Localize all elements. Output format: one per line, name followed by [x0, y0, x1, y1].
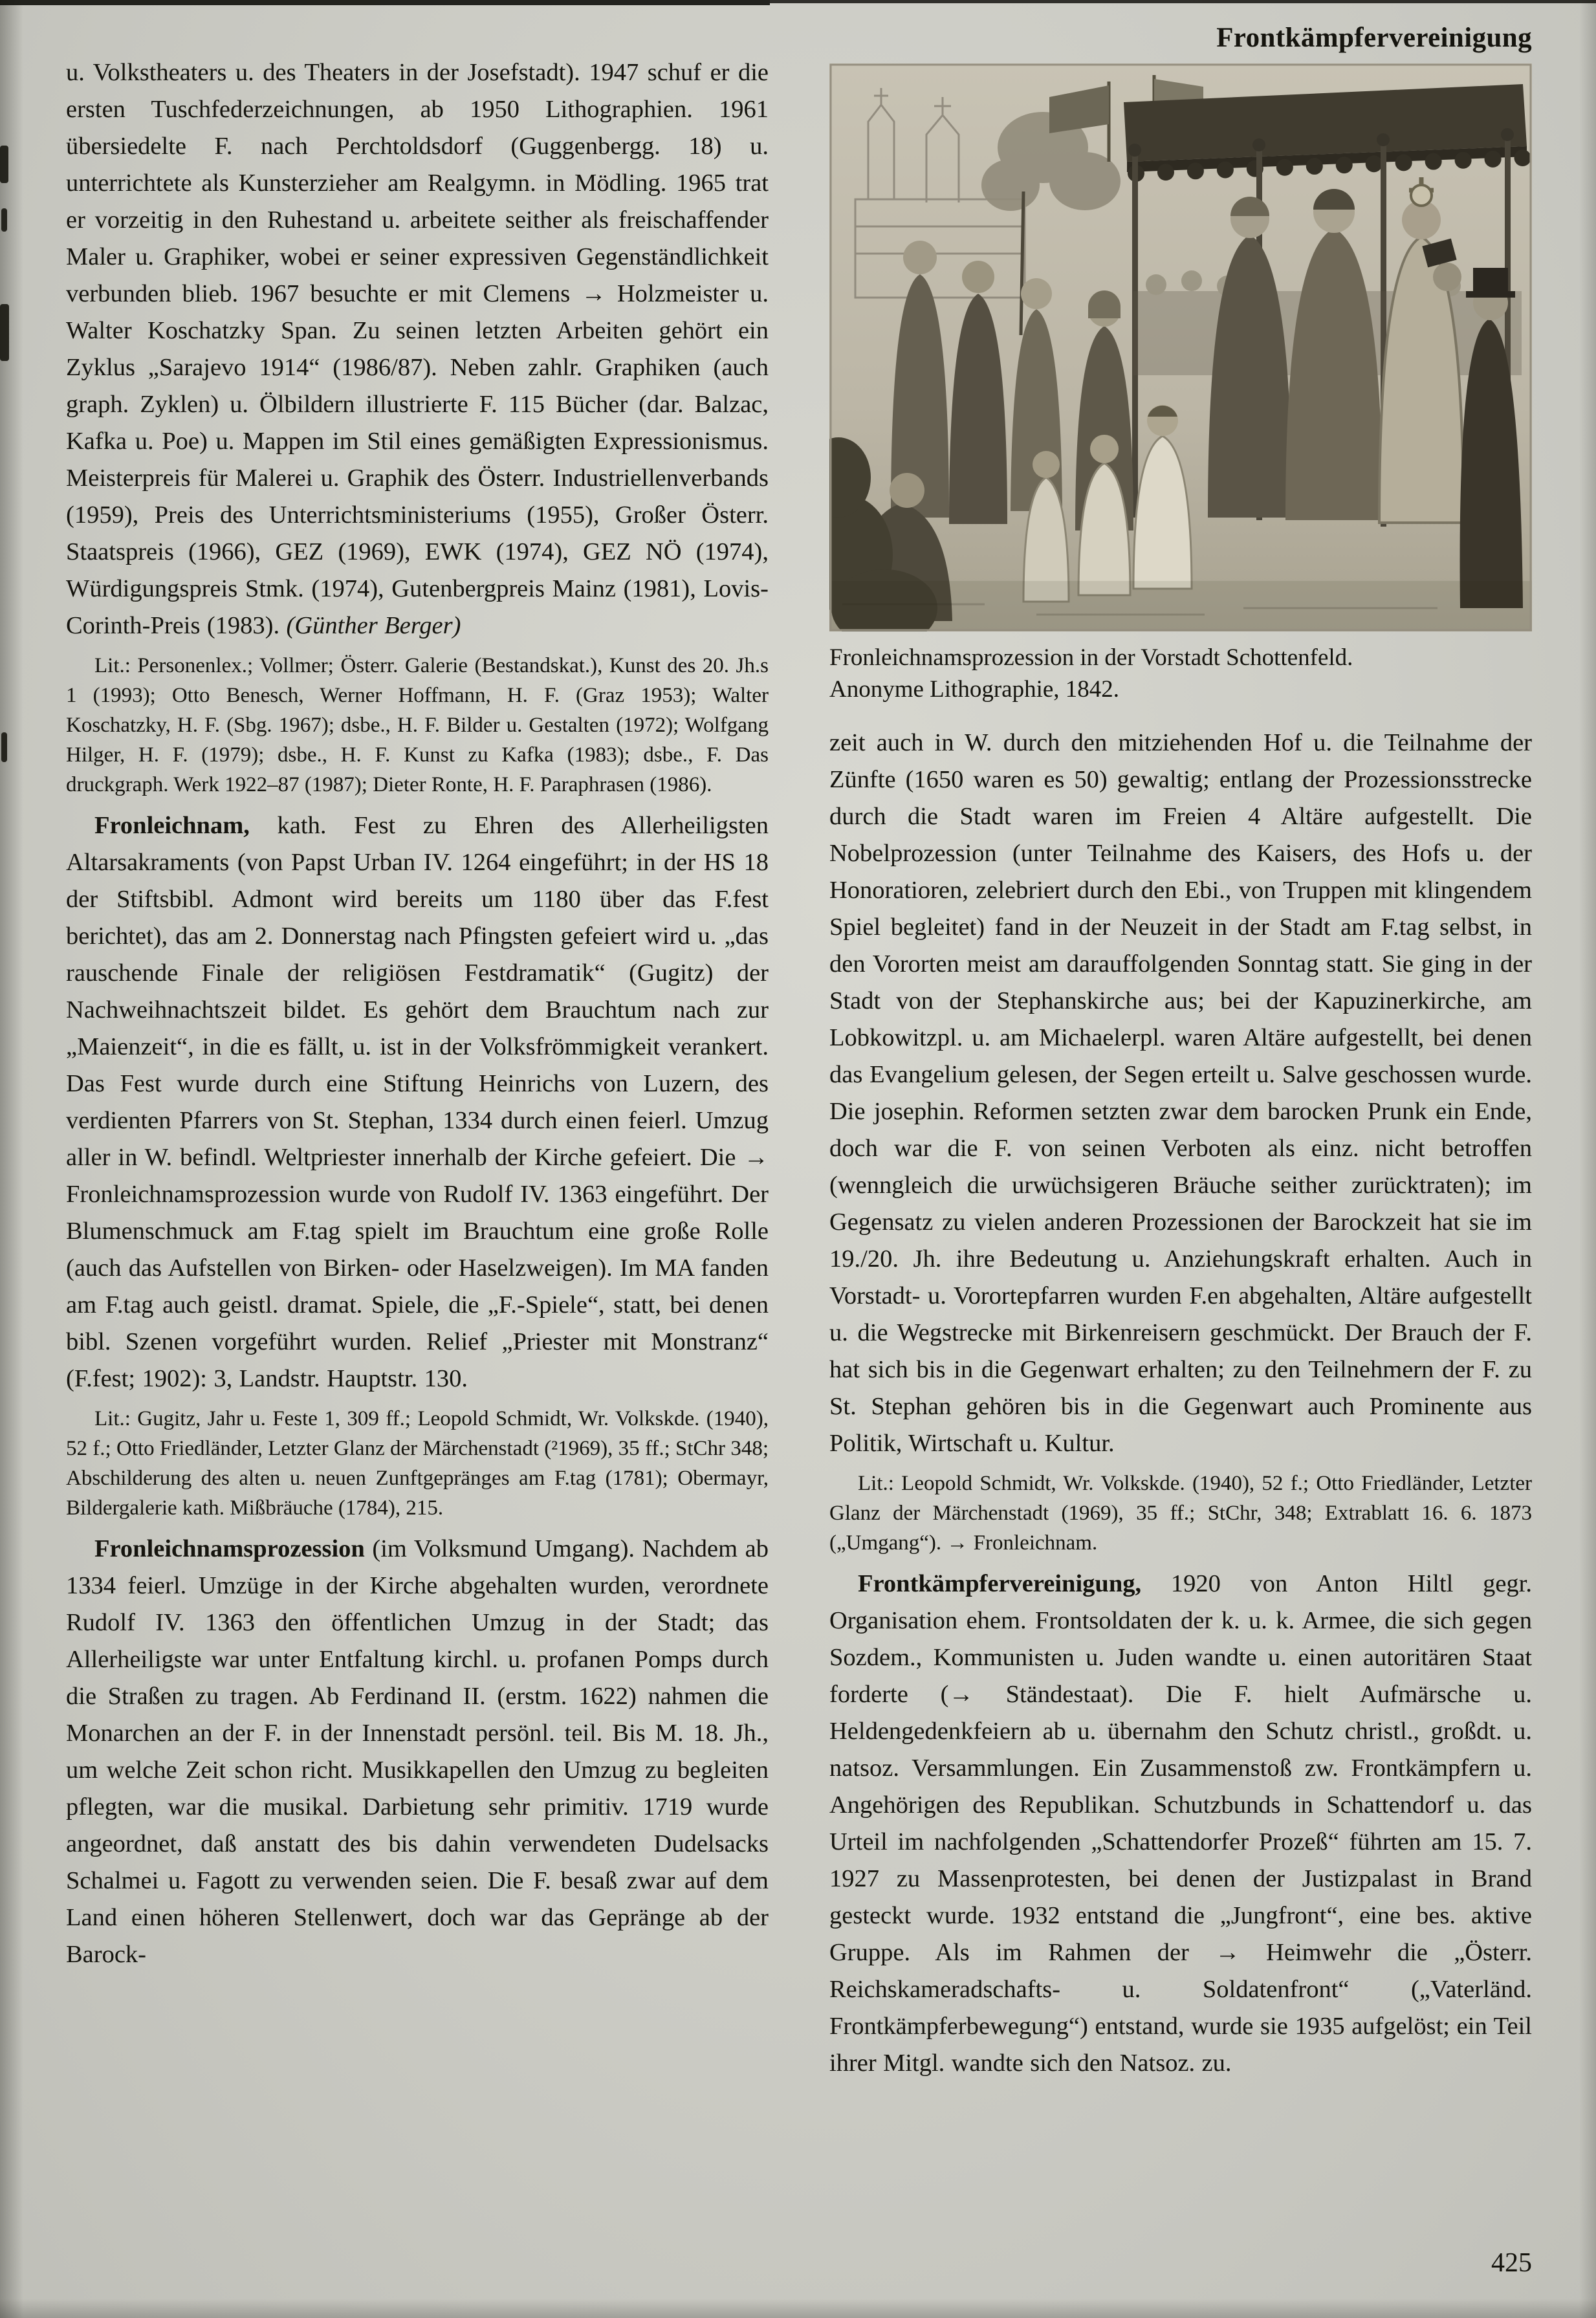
author-credit: (Günther Berger) — [286, 612, 461, 639]
literature-prozession: Lit.: Leopold Schmidt, Wr. Volkskde. (1940), 52 f.; Otto Friedländer, Letzter Glanz der Märchenstadt (1969), 35 ff.; StChr, 348; Extrablatt 16. 6. 1873 („Umgang“). → Fronleichnam. — [829, 1472, 1532, 1555]
entry-continuation-berger-text: u. Volkstheaters u. des Theaters in der Josefstadt). 1947 schuf er die ersten Tuschfederzeichnungen, ab 1950 Lithographien. 1961 übersiedelte F. nach Perchtoldsdorf (Guggenbergg. 18) u. unterrichtete als Kunsterzieher am Realgymn. in Mödling. 1965 trat er vorzeitig in den Ruhestand u. arbeitete seither als freischaffender Maler u. Graphiker, wobei er seiner expressiven Gegenständlichkeit verbunden blieb. 1967 besuchte er mit Clemens → Holzmeister u. Walter Koschatzky Span. Zu seinen letzten Arbeiten gehört ein Zyklus „Sarajevo 1914“ (1986/87). Neben zahlr. Graphiken (auch graph. Zyklen) u. Ölbildern illustrierte F. 115 Bücher (dar. Balzac, Kafka u. Poe) u. Mappen im Stil eines gemäßigten Expressionismus. Meisterpreis für Malerei u. Graphik des Österr. Industriellenverbands (1959), Preis des Unterrichtsministeriums (1955), Großer Österr. Staatspreis (1966), GEZ (1969), EWK (1974), GEZ NÖ (1974), Würdigungspreis Stmk. (1974), Gutenbergpreis Mainz (1981), Lovis-Corinth-Preis (1983). — [66, 59, 769, 639]
scan-artifact-edge-mark — [0, 304, 9, 361]
right-column — [829, 63, 1532, 2082]
running-header — [829, 22, 1532, 54]
scan-artifact-edge-mark — [1, 732, 7, 762]
running-header-title: Frontkämpfervereinigung — [1216, 23, 1532, 53]
literature-fronleichnam: Lit.: Gugitz, Jahr u. Feste 1, 309 ff.; Leopold Schmidt, Wr. Volkskde. (1940), 52 f.; Otto Friedländer, Letzter Glanz der Märchenstadt (²1969), 35 ff.; StChr 348; Abschilderung des alten u. neuen Zunftgepränges am F.tag (1781); Obermayr, Bildergalerie kath. Mißbräuche (1784), 215. — [66, 1407, 769, 1520]
entry-continuation-prozession: zeit auch in W. durch den mitziehenden Hof u. die Teilnahme der Zünfte (1650 waren es 50) gewaltig; entlang der Prozessionsstrecke durch die Stadt waren im Freien 4 Altäre aufgestellt. Die Nobelprozession (unter Teilnahme des Kaisers, des Hofs u. der Honoratioren, zelebriert durch den Ebi., von Truppen mit klingendem Spiel begleitet) fand in der Neuzeit in der Stadt am F.tag selbst, in den Vororten meist am darauffolgenden Sonntag statt. Sie ging in der Stadt von der Stephanskirche aus; bei der Kapuzinerkirche, am Lobkowitzpl. u. am Michaelerpl. waren Altäre aufgestellt, bei denen das Evangelium gelesen, der Segen erteilt u. Salve geschossen wurde. Die josephin. Reformen setzten zwar dem barocken Prunk ein Ende, doch war die F. von seinen Verboten als einz. nicht betroffen (wenngleich die urwüchsigeren Bräuche seither zurücktraten); im Gegensatz zu vielen anderen Prozessionen der Barockzeit hat sie im 19./20. Jh. ihre Bedeutung u. Anziehungskraft erhalten. Auch in Vorstadt- u. Vorortepfarren wurden F.en abgehalten, Altäre aufgestellt u. die Wegstrecke mit Birkenreisern geschmückt. Der Brauch der F. hat sich bis in die Gegenwart erhalten; zu den Teilnehmern der F. zu St. Stephan gehören bis in die Gegenwart auch Prominente aus Politik, Wirtschaft u. Kultur. — [829, 729, 1532, 1457]
scan-artifact-top-line — [0, 0, 770, 5]
entry-text-fronleichnam: kath. Fest zu Ehren des Allerheiligsten Altarsakraments (von Papst Urban IV. 1264 eingeführt; in der HS 18 der Stiftsbibl. Admont wird bereits um 1180 über das F.fest berichtet), das am 2. Donnerstag nach Pfingsten gefeiert wird u. „das rauschende Finale der religiösen Festdramatik“ (Gugitz) der Nachweihnachtszeit bildet. Es gehört dem Brauchtum nach zur „Maienzeit“, in die es fällt, u. ist in der Volksfrömmigkeit verankert. Das Fest wurde durch eine Stiftung Heinrichs von Luzern, des verdienten Pfarrers von St. Stephan, 1334 durch einen feierl. Umzug aller in W. befindl. Weltpriester innerhalb der Kirche gefeiert. Die → Fronleichnamsprozession wurde von Rudolf IV. 1363 eingeführt. Der Blumenschmuck am F.tag spielt im Brauchtum eine große Rolle (auch das Aufstellen von Birken- oder Haselzweigen). Im MA fanden am F.tag auch geistl. dramat. Spiele, die „F.-Spiele“, statt, bei denen bibl. Szenen vorgeführt wurden. Relief „Priester mit Monstranz“ (F.fest; 1902): 3, Landstr. Hauptstr. 130. — [66, 812, 769, 1392]
scan-edge-shadow-right — [1579, 0, 1596, 2318]
scan-artifact-top-line-thin — [770, 0, 1596, 3]
entry-fronleichnam — [66, 807, 769, 1397]
procession-lithograph-drawing — [829, 63, 1532, 631]
entry-term-fronleichnamsprozession: Fronleichnamsprozession — [94, 1535, 365, 1562]
figure-caption-line2: Anonyme Lithographie, 1842. — [829, 676, 1120, 703]
clergy-figures — [1208, 177, 1463, 523]
entry-text-fronleichnamsprozession: (im Volksmund Umgang). Nachdem ab 1334 feierl. Umzüge in der Kirche abgehalten wurden, verordnete Rudolf IV. 1363 den öffentlichen Umzug in der Stadt; das Allerheiligste war unter Entfaltung kirchl. u. profanen Pomps durch die Straßen zu tragen. Ab Ferdinand II. (erstm. 1622) nahmen die Monarchen an der F. in der Innenstadt persönl. teil. Bis M. 18. Jh., um welche Zeit schon richt. Musikkapellen den Umzug zu begleiten pflegten, war die musikal. Darbietung sehr primitiv. 1719 wurde angeordnet, daß anstatt des bis dahin verwendeten Dudelsacks Schalmei u. Fagott zu verwenden seien. Die F. besaß zwar auf dem Land einen höheren Stellenwert, doch war das Gepränge ab der Barock- — [66, 1535, 769, 1968]
left-column — [66, 54, 769, 1973]
literature-berger: Lit.: Personenlex.; Vollmer; Österr. Galerie (Bestandskat.), Kunst des 20. Jh.s 1 (1993); Otto Benesch, Werner Hoffmann, H. F. (Graz 1953); Walter Koschatzky, H. F. (Sbg. 1967); dsbe., H. F. Bilder u. Gestalten (1972); Wolfgang Hilger, H. F. (1979); dsbe., H. F. Kunst zu Kafka (1983); dsbe., F. Das druckgraph. Werk 1922–87 (1987); Dieter Ronte, H. F. Paraphrasen (1986). — [66, 654, 769, 796]
scan-artifact-edge-mark — [1, 208, 7, 232]
entry-fronleichnamsprozession — [66, 1531, 769, 1973]
page-number: 425 — [1491, 2248, 1532, 2278]
procession-lithograph-image — [829, 63, 1532, 631]
figure-caption-line1: Fronleichnamsprozession in der Vorstadt Schottenfeld. — [829, 644, 1353, 671]
entry-text-frontkaempfervereinigung: 1920 von Anton Hiltl gegr. Organisation ehem. Frontsoldaten der k. u. k. Armee, die sich gegen Sozdem., Kommunisten u. Juden wandte u. einen autoritären Staat forderte (→ Ständestaat). Die F. hielt Aufmärsche u. Heldengedenkfeiern ab u. übernahm den Schutz christl., großdt. u. natsoz. Versammlungen. Ein Zusammenstoß zw. Frontkämpfern u. Angehörigen des Republikan. Schutzbunds in Schattendorf u. das Urteil im nachfolgenden „Schattendorfer Prozeß“ führten am 15. 7. 1927 zu Massenprotesten, bei denen der Justizpalast in Brand gesteckt wurde. 1932 entstand die „Jungfront“, eine bes. aktive Gruppe. Als im Rahmen der → Heimwehr die „Österr. Reichskameradschafts- u. Soldatenfront“ („Vaterländ. Frontkämpferbewegung“) entstand, wurde sie 1935 aufgelöst; ein Teil ihrer Mitgl. wandte sich den Natsoz. zu. — [829, 1570, 1532, 2077]
ground-shading — [829, 581, 1532, 631]
entry-continuation-berger — [66, 54, 769, 644]
scan-artifact-edge-mark — [0, 146, 8, 183]
lithograph-figure — [829, 63, 1532, 705]
entry-term-frontkaempfervereinigung: Frontkämpfervereinigung, — [858, 1570, 1142, 1597]
figure-caption — [829, 642, 1532, 705]
scan-edge-shadow-bottom — [0, 2299, 1596, 2318]
entry-frontkaempfervereinigung — [829, 1566, 1532, 2082]
entry-term-fronleichnam: Fronleichnam, — [94, 812, 250, 839]
